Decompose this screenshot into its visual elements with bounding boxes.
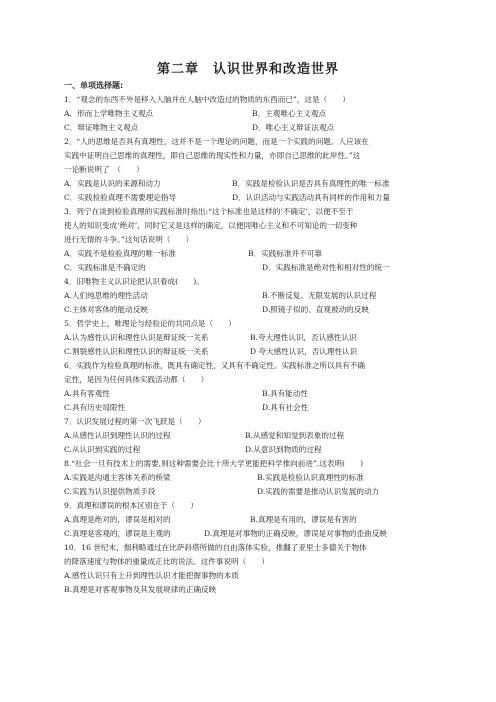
- q9-option-a: A.真理是绝对的，谬误是相对的: [64, 515, 171, 524]
- q10-option-b: B.真理是对客观事物及其发展规律的正确反映: [64, 585, 217, 594]
- question-6-line-2: 定性，是因为任何具体实践活动都（ ）: [64, 375, 209, 384]
- question-5: 5．哲学史上，唯理论与经验论的共同点是（ ）: [64, 319, 236, 328]
- q7-option-c: C.从认识到实践的过程: [64, 445, 141, 454]
- q3-option-d: D．实践标准是绝对性和相对性的统一: [262, 263, 390, 272]
- q4-option-b: B.不断反复、无限发展的认识过程: [262, 291, 377, 300]
- q4-option-a: A.人们纯思维的理性活动: [64, 291, 148, 300]
- question-6-line-1: 6．实践作为检验真理的标准，既具有确定性，又具有不确定性。实践标准之所以具有不确: [64, 361, 365, 370]
- question-2-line-3: 一论断说明了 （ ）: [64, 165, 144, 174]
- question-10-line-1: 10．16 世纪末，伽利略通过在比萨斜塔所做的自由落体实验，推翻了亚里士多德关于物体: [64, 543, 367, 552]
- question-10-line-2: 的降落速度与物体的重量成正比的说法。这件事说明（ ）: [64, 557, 270, 566]
- section-heading: 一、单项选择题:: [64, 81, 124, 90]
- q1-option-d: D．唯心主义辩证法观点: [252, 123, 335, 132]
- q5-option-a: A.认为感性认识和理性认识是辩证统一关系: [64, 333, 209, 342]
- question-2-line-2: 实践中证明自己思维的真理性，即自己思维的现实性和力量，亦即自己思维的此岸性。”这: [64, 151, 361, 160]
- q3-option-b: B．实践标准并不可靠: [248, 249, 322, 258]
- q3-option-c: C．实践标准是不确定的: [64, 263, 146, 272]
- question-3-line-2: 使人的知识变成‘绝对’，同时它又是这样的确定，以便同唯心主义和不可知论的一切变种: [64, 221, 358, 230]
- question-4: 4．旧唯物主义认识论把认识看成( )。: [64, 277, 204, 286]
- q7-option-b: B.从感觉和知觉到表象的过程: [245, 431, 345, 440]
- q6-option-b: B.具有能动性: [262, 389, 308, 398]
- q9-option-b: B.真理是有用的，谬误是有害的: [250, 515, 357, 524]
- q5-option-d: D 夸大感性认识，否认理性认识: [250, 347, 358, 356]
- q10-option-a: A.感性认识只有上升到理性认识才能把握事物的本质: [64, 571, 239, 580]
- question-8: 8.“社会一旦有技术上的需要,则这种需要会比十所大学更能把科学推向前进”.这表明( ): [64, 459, 364, 468]
- q2-option-c: C．实践检验真理不需要理论指导: [64, 193, 177, 202]
- q7-option-d: D.从意识到物质的过程: [245, 445, 322, 454]
- q6-option-d: D.具有社会性: [262, 403, 309, 412]
- q7-option-a: A.从感性认识到理性认识的过程: [64, 431, 171, 440]
- q4-option-c: C.主体对客体的能动反映: [64, 305, 148, 314]
- q1-option-c: C．辩证唯物主义观点: [64, 123, 139, 132]
- q9-option-d: D.真理是对事物的正确反映，谬误是对事物的歪曲反映: [204, 529, 387, 538]
- question-9: 9．真理和谬误的根本区别在于（ ）: [64, 501, 198, 510]
- q5-option-c: C.割裂感性认识和理性认识的辩证统一关系: [64, 347, 209, 356]
- q1-option-a: A．形而上学唯物主义观点: [64, 109, 154, 118]
- chapter-title: 第二章 认识世界和改造世界: [156, 62, 339, 77]
- q8-option-a: A.实践是沟通主客体关系的桥梁: [64, 473, 171, 482]
- question-2-line-1: 2．“人的思维是否具有真理性，这并不是一个理论的问题，而是一个实践的问题。人应该在: [64, 137, 369, 146]
- q1-option-b: B．主观唯心主义观点: [252, 109, 326, 118]
- q2-option-d: D．认识活动与实践活动具有同样的作用和力量: [232, 193, 390, 202]
- q6-option-c: C.具有历史局限性: [64, 403, 126, 412]
- q6-option-a: A.具有客观性: [64, 389, 110, 398]
- question-1: 1．“观念的东西不外是移入人脑并在人脑中改造过的物质的东西而已”，这是（ ）: [64, 95, 350, 104]
- q5-option-b: B.夸大理性认识，否认感性认识: [250, 333, 357, 342]
- question-3-line-3: 进行无情的斗争。”这句话说明（ ）: [64, 235, 194, 244]
- question-7: 7．认识发展过程的第一次飞跃是（ ）: [64, 417, 206, 426]
- question-3-line-1: 3．列宁在谈到检验真理的实践标准时指出:“这个标准也是这样的‘不确定’，以便不至于: [64, 207, 354, 216]
- q8-option-d: D.实践的需要是推动认识发展的动力: [257, 487, 380, 496]
- q9-option-c: C.真理是客观的，谬误是主观的: [64, 529, 171, 538]
- q3-option-a: A．实践不是检验真理的唯一标准: [64, 249, 176, 258]
- q8-option-b: B.实践是检验认识真理性的标准: [257, 473, 364, 482]
- q2-option-a: A．实践是认识的来源和动力: [64, 179, 161, 188]
- q2-option-b: B．实践是检验认识是否具有真理性的唯一标准: [232, 179, 390, 188]
- q4-option-d: D.照镜子似的、直观被动的反映: [262, 305, 369, 314]
- q8-option-c: C.实践为认识提供物质手段: [64, 487, 156, 496]
